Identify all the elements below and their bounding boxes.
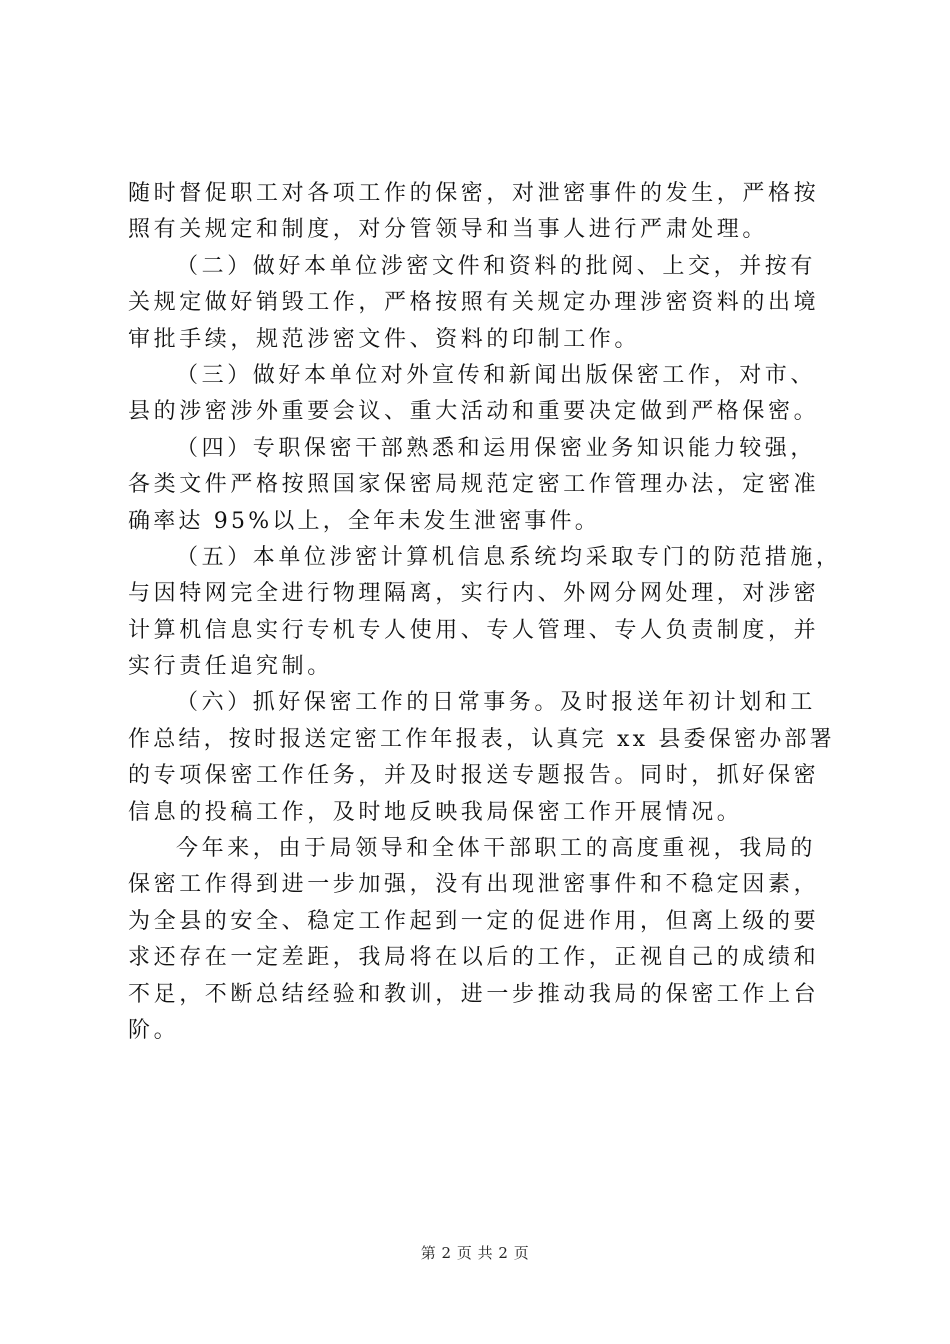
- text-line: （四）专职保密干部熟悉和运用保密业务知识能力较强，: [176, 435, 817, 461]
- text-line: 作总结，按时报送定密工作年报表，认真完 xx 县委保密办部署: [128, 726, 835, 752]
- text-line: 县的涉密涉外重要会议、重大活动和重要决定做到严格保密。: [128, 399, 820, 425]
- document-body: [128, 176, 842, 1049]
- text-line: （三）做好本单位对外宣传和新闻出版保密工作，对市、: [176, 362, 817, 388]
- text-line: 的专项保密工作任务，并及时报送专题报告。同时，抓好保密: [128, 763, 820, 789]
- text-line: 信息的投稿工作，及时地反映我局保密工作开展情况。: [128, 799, 743, 825]
- text-line: 关规定做好销毁工作，严格按照有关规定办理涉密资料的出境: [128, 290, 820, 316]
- text-line: 各类文件严格按照国家保密局规范定密工作管理办法，定密准: [128, 472, 820, 498]
- text-line: 审批手续，规范涉密文件、资料的印制工作。: [128, 326, 641, 352]
- text-line: 为全县的安全、稳定工作起到一定的促进作用，但离上级的要: [128, 908, 820, 934]
- text-line: 确率达 95%以上，全年未发生泄密事件。: [128, 508, 600, 534]
- text-line: （六）抓好保密工作的日常事务。及时报送年初计划和工: [176, 690, 817, 716]
- text-line: 不足，不断总结经验和教训，进一步推动我局的保密工作上台: [128, 981, 820, 1007]
- text-line: 计算机信息实行专机专人使用、专人管理、专人负责制度，并: [128, 617, 820, 643]
- text-line: 照有关规定和制度，对分管领导和当事人进行严肃处理。: [128, 217, 769, 243]
- text-line: 求还存在一定差距，我局将在以后的工作，正视自己的成绩和: [128, 945, 820, 971]
- text-line: 阶。: [128, 1017, 180, 1043]
- text-line: 随时督促职工对各项工作的保密，对泄密事件的发生，严格按: [128, 181, 820, 206]
- text-line: （五）本单位涉密计算机信息系统均采取专门的防范措施，: [176, 544, 842, 570]
- text-line: 与因特网完全进行物理隔离，实行内、外网分网处理，对涉密: [128, 581, 820, 607]
- text-line: 今年来，由于局领导和全体干部职工的高度重视，我局的: [176, 836, 817, 862]
- page-number-footer: 第 2 页 共 2 页: [420, 1244, 530, 1262]
- text-line: 实行责任追究制。: [128, 654, 333, 680]
- text-line: （二）做好本单位涉密文件和资料的批阅、上交，并按有: [176, 253, 817, 279]
- text-line: 保密工作得到进一步加强，没有出现泄密事件和不稳定因素，: [128, 872, 820, 898]
